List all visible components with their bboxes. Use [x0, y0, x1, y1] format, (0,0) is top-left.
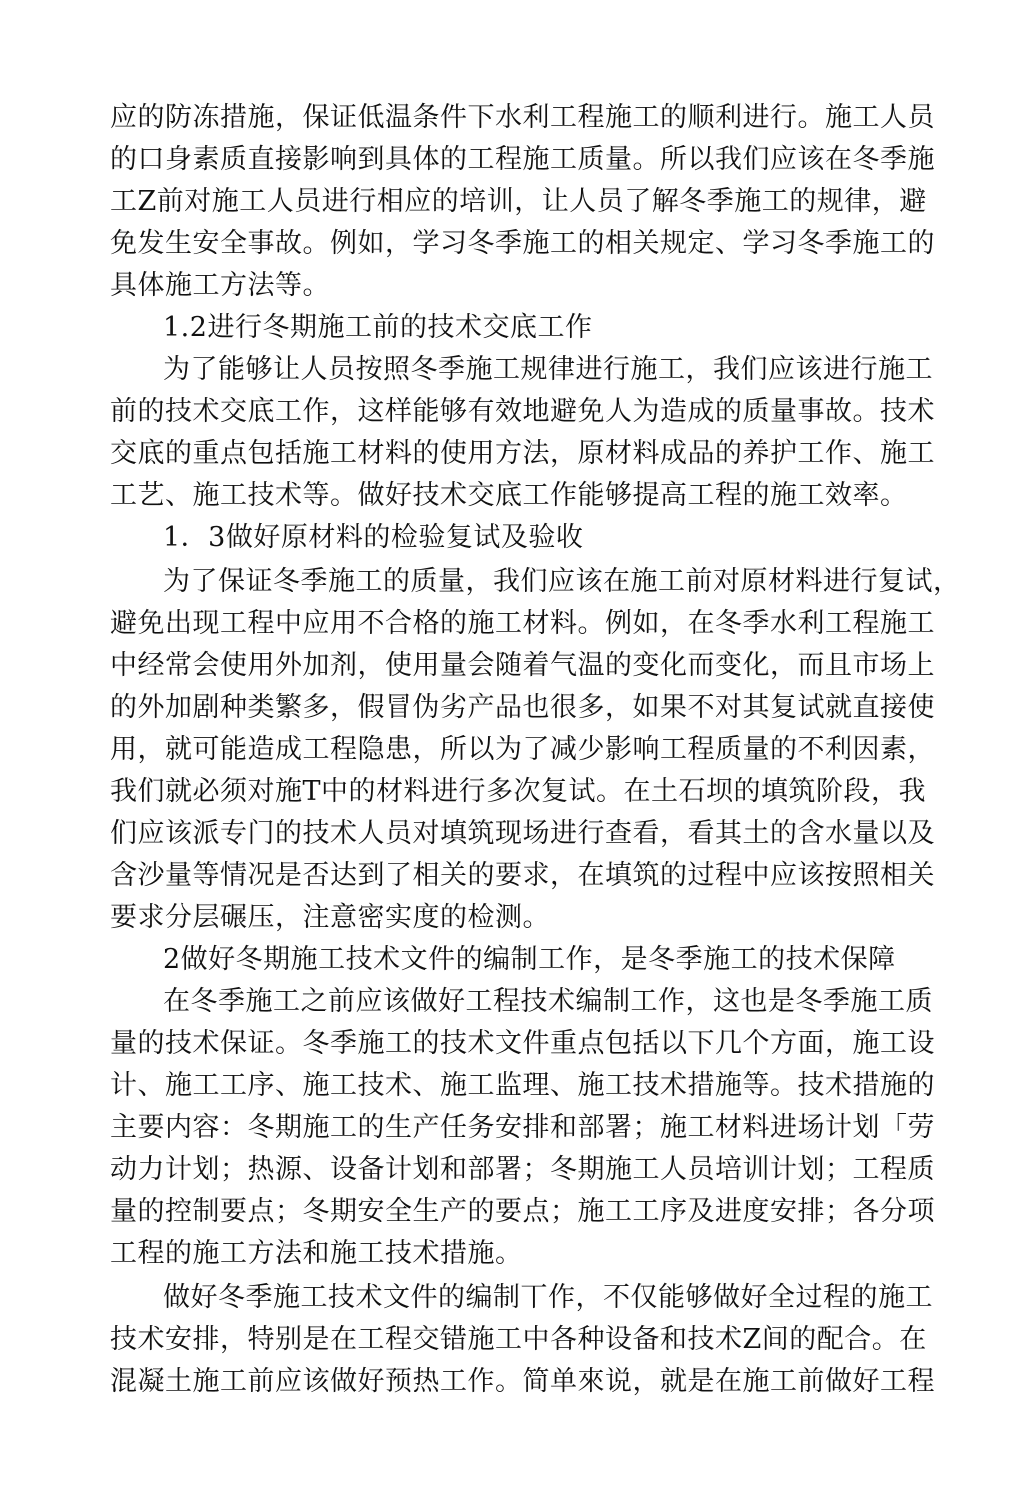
text-line: 为了能够让人员按照冬季施工规律进行施工，我们应该进行施工: [163, 354, 933, 385]
text-line: 混凝土施工前应该做好预热工作。简单來说，就是在施工前做好工程: [110, 1366, 935, 1397]
text-line: 做好冬季施工技术文件的编制丅作，不仅能够做好全过程的施工: [163, 1282, 933, 1313]
text-line: 在冬季施工之前应该做好工程技术编制工作，这也是冬季施工质: [163, 986, 933, 1017]
text-line: 免发生安全事故。例如，学习冬季施工的相关规定、学习冬季施工的: [110, 228, 935, 259]
text-line: 用，就可能造成工程隐患，所以为了减少影响工程质量的不利因素，: [110, 734, 935, 765]
text-line: 我们就必须对施T中的材料进行多次复试。在土石坝的填筑阶段，我: [110, 776, 927, 807]
text-line: 前的技术交底工作，这样能够有效地避免人为造成的质量事故。技术: [110, 396, 935, 427]
text-line: 量的控制要点；冬期安全生产的要点；施工工序及进度安排；各分项: [110, 1196, 935, 1227]
text-line: 技术安排，特别是在工程交错施工中各种设备和技术Z间的配合。在: [110, 1324, 927, 1355]
text-line: 工艺、施工技术等。做好技术交底工作能够提高工程的施工效率。: [110, 480, 908, 511]
text-line: 的口身素质直接影响到具体的工程施工质量。所以我们应该在冬季施: [110, 144, 935, 175]
section-heading: 1．3做好原材料的检验复试及验收: [163, 522, 584, 553]
text-line: 们应该派专门的技术人员对填筑现场进行查看，看其土的含水量以及: [110, 818, 935, 849]
text-line: 主要内容：冬期施工的生产任务安排和部署；施工材料进场计划「劳: [110, 1112, 935, 1143]
text-line: 计、施工工序、施工技术、施工监理、施工技术措施等。技术措施的: [110, 1070, 935, 1101]
section-heading: 1.2进行冬期施工前的技术交底工作: [163, 312, 593, 343]
text-line: 工程的施工方法和施工技术措施。: [110, 1238, 523, 1269]
text-line: 应的防冻措施，保证低温条件下水利工程施工的顺利进行。施工人员: [110, 102, 935, 133]
text-line: 为了保证冬季施工的质量，我们应该在施工前对原材料进行复试，: [163, 566, 961, 597]
text-line: 要求分层碾压，注意密实度的检测。: [110, 902, 550, 933]
text-line: 含沙量等情况是否达到了相关的要求，在填筑的过程中应该按照相关: [110, 860, 935, 891]
text-line: 量的技术保证。冬季施工的技术文件重点包括以下几个方面，施工设: [110, 1028, 935, 1059]
text-line: 的外加剧种类繁多，假冒伪劣产品也很多，如果不对其复试就直接使: [110, 692, 935, 723]
text-line: 工Z前对施工人员进行相应的培训，让人员了解冬季施工的规律，避: [110, 186, 927, 217]
text-line: 交底的重点包括施工材料的使用方法，原材料成品的养护工作、施工: [110, 438, 935, 469]
text-line: 避免出现工程中应用不合格的施工材料。例如，在冬季水利工程施工: [110, 608, 935, 639]
section-heading: 2做好冬期施工技术文件的编制工作，是冬季施工的技术保障: [163, 944, 896, 975]
text-line: 具体施工方法等。: [110, 270, 330, 301]
text-line: 动力计划；热源、设备计划和部署；冬期施工人员培训计划；工程质: [110, 1154, 935, 1185]
text-line: 中经常会使用外加剂，使用量会随着气温的变化而变化，而且市场上: [110, 650, 935, 681]
